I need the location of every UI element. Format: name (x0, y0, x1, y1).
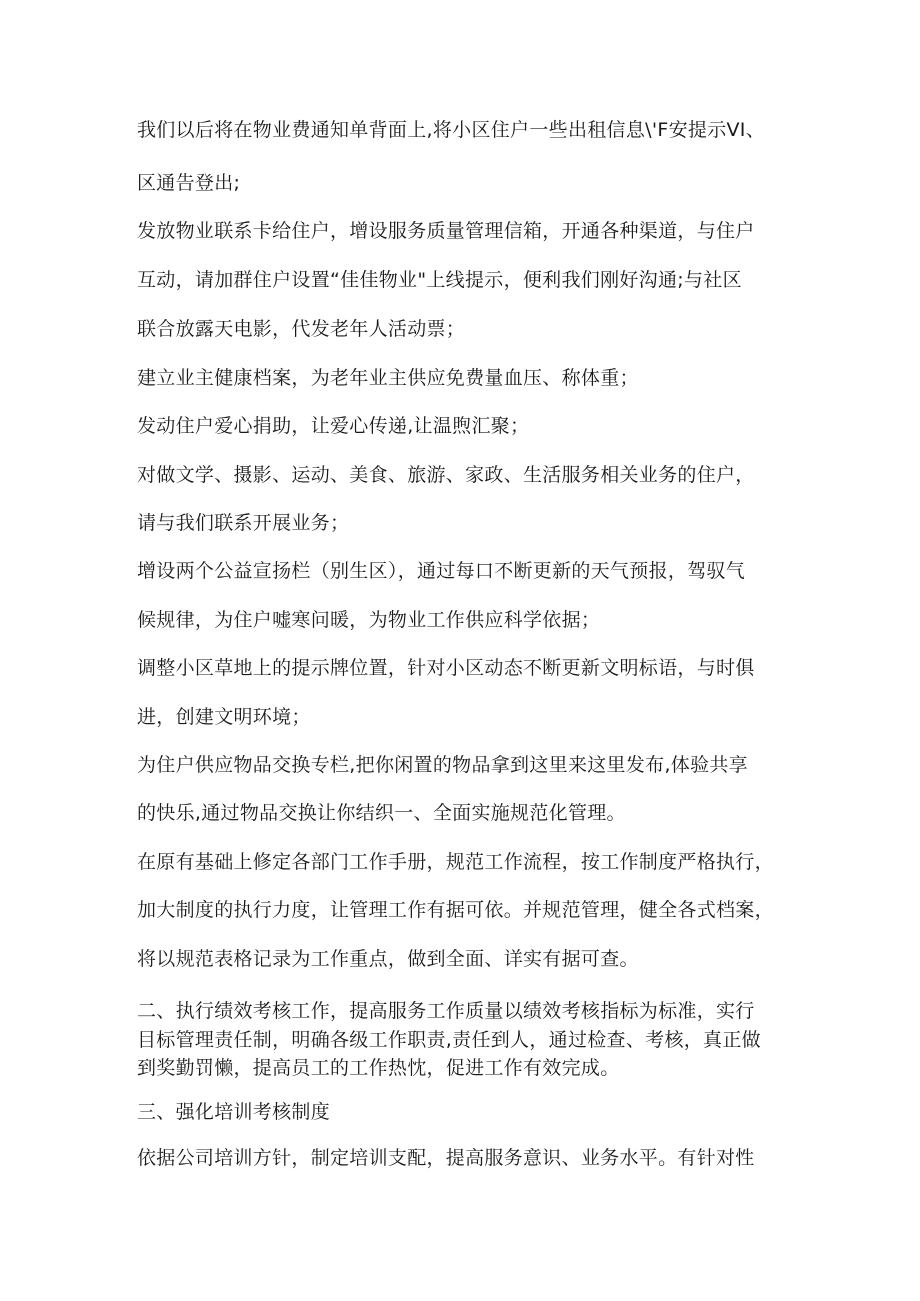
text-line: 加大制度的执行力度，让管理工作有据可依。并规范管理，健全各式档案， (137, 899, 774, 921)
text-line: 二、执行绩效考核工作，提高服务工作质量以绩效考核指标为标准，实行 (137, 1000, 755, 1022)
text-line: 联合放露天电影，代发老年人活动票； (137, 318, 466, 340)
text-line: 候规律，为住户嘘寒问暖，为物业工作供应科学依据； (137, 609, 601, 631)
text-line: 对做文学、摄影、运动、美食、旅游、家政、生活服务相关业务的住户， (137, 464, 755, 486)
text-line: 发动住户爱心捐助，让爱心传递,让温煦汇聚； (137, 415, 530, 437)
text-line: 依据公司培训方针，制定培训支配，提高服务意识、业务水平。有针对性 (137, 1147, 755, 1169)
text-line: 进，创建文明环境； (137, 706, 311, 728)
text-line: 互动，请加群住户设置“佳佳物业"上线提示，便利我们刚好沟通;与社区 (137, 269, 742, 291)
text-line: 的快乐,通过物品交换让你结织一、全面实施规范化管理。 (137, 802, 626, 824)
text-line: 在原有基础上修定各部门工作手册，规范工作流程，按工作制度严格执行， (137, 851, 774, 873)
text-line: 发放物业联系卡给住户，增设服务质量管理信箱，开通各种渠道，与住户 (137, 220, 755, 242)
text-line: 请与我们联系开展业务； (137, 512, 350, 534)
text-line: 区通告登出; (137, 172, 241, 194)
text-line: 将以规范表格记录为工作重点，做到全面、详实有据可查。 (137, 948, 639, 970)
text-line: 调整小区草地上的提示牌位置，针对小区动态不断更新文明标语，与时俱 (137, 657, 755, 679)
text-line: 目标管理责任制，明确各级工作职责,责任到人，通过检查、考核，真正做 (137, 1029, 761, 1051)
section-heading: 三、强化培训考核制度 (137, 1101, 331, 1123)
text-line: 为住户供应物品交换专栏,把你闲置的物品拿到这里来这里发布,体验共享 (137, 754, 748, 776)
text-line: 建立业主健康档案，为老年业主供应免费量血压、称体重； (137, 367, 639, 389)
text-line: 增设两个公益宣扬栏（别生区），通过每口不断更新的天气预报，驾驭气 (137, 560, 746, 582)
text-line: 我们以后将在物业费通知单背面上,将小区住户一些出租信息\'F安提示VI、 (137, 119, 765, 141)
text-line: 到奖勤罚懒，提高员工的工作热忱，促进工作有效完成。 (137, 1057, 620, 1079)
